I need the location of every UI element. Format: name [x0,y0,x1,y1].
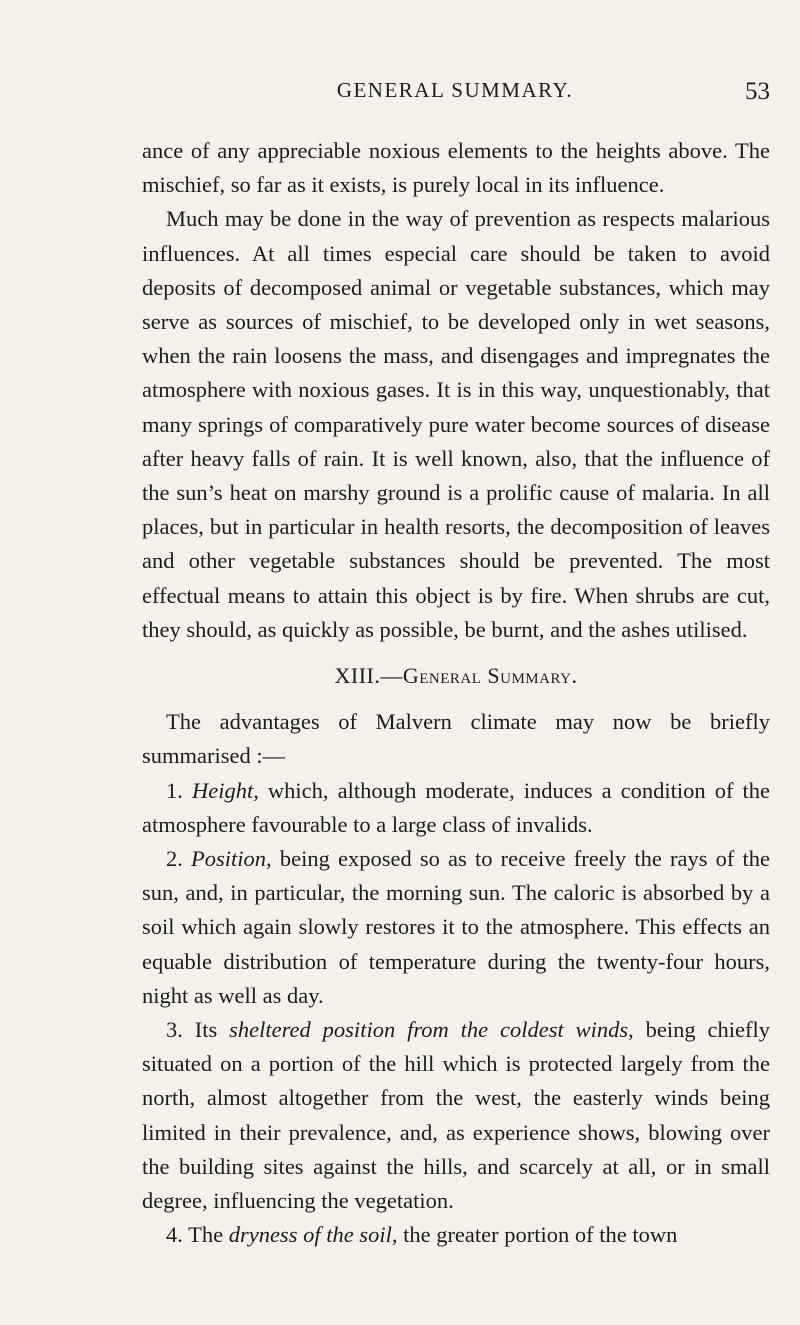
page-header [140,78,770,108]
paragraph-prevention: Much may be done in the way of prevention as respects malarious influences. At all times especial care should be taken to avoid deposits of decomposed animal or vegetable substances, which may serve as sources of mischief, to be developed only in wet seasons, when the rain loosens the mass, and disengages and impregnates the atmosphere with noxious gases. It is in this way, unquestionably, that many springs of comparatively pure water become sources of disease after heavy falls of rain. It is well known, also, that the influence of the sun’s heat on marshy ground is a prolific cause of malaria. In all places, but in particular in health resorts, the decomposition of leaves and other vegetable substances should be prevented. The most effectual means to attain this object is by fire. When shrubs are cut, they should, as quickly as possible, be burnt, and the ashes utilised. [142,206,770,642]
body-text [142,134,770,1253]
item-term: sheltered position from the coldest winds, [229,1017,634,1043]
section-heading [142,659,770,693]
list-item-dryness [142,1218,770,1252]
item-number: 4. [166,1222,183,1248]
item-text: being chiefly situated on a portion of the hill which is protected largely from the north, almost altogether from the west, the easterly winds being limited in their prevalence, and, as experience shows, blowing over the building sites against the hills, and scarcely at all, or in small degree, influencing the vegetation. [142,1017,770,1214]
item-text: which, although moderate, induces a condition of the atmosphere favourable to a large class of invalids. [142,777,771,837]
page-number: 53 [745,78,770,105]
section-title: General Summary. [402,663,578,689]
running-head: GENERAL SUMMARY. [336,78,574,102]
item-term: Position, [191,846,272,872]
item-text: being exposed so as to receive freely the rays of the sun, and, in particular, the morning sun. The caloric is absorbed by a soil which again slowly restores it to the atmosphere. This effects an equable distribution of temperature during the twenty-four hours, night as well as day. [142,846,771,1008]
item-text: the greater portion of the town [397,1222,678,1248]
paragraph-continuation: ance of any appreciable noxious elements to the heights above. The mischief, so far as it exists, is purely local in its influence. [142,138,770,198]
list-item-sheltered [142,1013,770,1218]
item-number: 2. [166,846,183,872]
list-item-position [142,842,770,1013]
item-number: 1. [166,777,183,803]
item-lead: The [188,1222,229,1248]
list-item-height [142,774,770,842]
item-term: dryness of the soil, [228,1222,398,1248]
item-number: 3. [166,1017,183,1043]
paragraph-summary-intro: The advantages of Malvern climate may now be briefly summarised :— [142,709,770,769]
section-number: XIII.— [334,663,403,689]
item-lead: Its [194,1017,230,1043]
item-term: Height, [191,777,259,803]
